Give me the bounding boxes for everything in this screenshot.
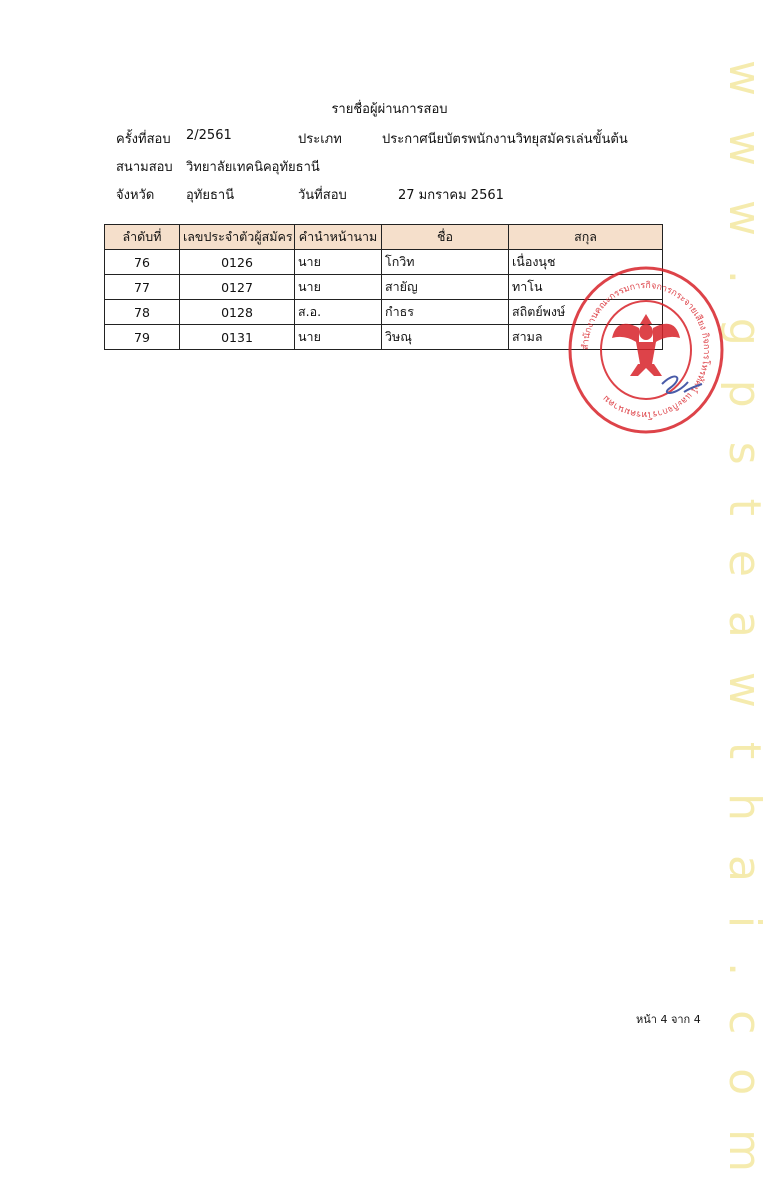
cell-prefix: นาย	[295, 325, 382, 350]
type-value: ประกาศนียบัตรพนักงานวิทยุสมัครเล่นขั้นต้น	[382, 132, 628, 147]
date-value: 27 มกราคม 2561	[398, 188, 504, 203]
cell-first-name: วิษณุ	[382, 325, 509, 350]
cell-order: 76	[105, 250, 180, 275]
cell-applicant-id: 0127	[180, 275, 295, 300]
cell-prefix: นาย	[295, 275, 382, 300]
cell-last-name: เนื่องนุช	[509, 250, 663, 275]
cell-first-name: สายัญ	[382, 275, 509, 300]
cell-first-name: กำธร	[382, 300, 509, 325]
header-first-name: ชื่อ	[382, 225, 509, 250]
province-label: จังหวัด	[116, 188, 155, 203]
cell-order: 77	[105, 275, 180, 300]
round-label: ครั้งที่สอบ	[116, 132, 171, 147]
province-value: อุทัยธานี	[186, 188, 235, 203]
cell-applicant-id: 0126	[180, 250, 295, 275]
cell-last-name: สถิตย์พงษ์	[509, 300, 663, 325]
page-number-footer: หน้า 4 จาก 4	[636, 1013, 701, 1026]
cell-prefix: นาย	[295, 250, 382, 275]
round-value: 2/2561	[186, 128, 232, 143]
type-label: ประเภท	[298, 132, 342, 147]
cell-last-name: สามล	[509, 325, 663, 350]
header-applicant-id: เลขประจำตัวผู้สมัคร	[180, 225, 295, 250]
cell-order: 78	[105, 300, 180, 325]
header-order: ลำดับที่	[105, 225, 180, 250]
official-seal-stamp	[566, 262, 726, 437]
garuda-emblem-icon	[612, 314, 680, 376]
cell-applicant-id: 0131	[180, 325, 295, 350]
cell-first-name: โกวิท	[382, 250, 509, 275]
header-last-name: สกุล	[509, 225, 663, 250]
cell-order: 79	[105, 325, 180, 350]
page-title: รายชื่อผู้ผ่านการสอบ	[331, 102, 448, 117]
header-prefix: คำนำหน้านาม	[295, 225, 382, 250]
venue-value: วิทยาลัยเทคนิคอุทัยธานี	[186, 160, 320, 175]
seal-ring-text: สำนักงานคณะกรรมการกิจการกระจายเสียง กิจการโทรทัศน์ และกิจการโทรคมนาคม	[580, 280, 712, 420]
cell-applicant-id: 0128	[180, 300, 295, 325]
cell-last-name: ทาโน	[509, 275, 663, 300]
venue-label: สนามสอบ	[116, 160, 173, 175]
date-label: วันที่สอบ	[298, 188, 347, 203]
table-header-row	[105, 225, 663, 250]
website-watermark: w w w . g p s t e a w t h a i . c o m	[719, 60, 770, 1182]
cell-prefix: ส.อ.	[295, 300, 382, 325]
